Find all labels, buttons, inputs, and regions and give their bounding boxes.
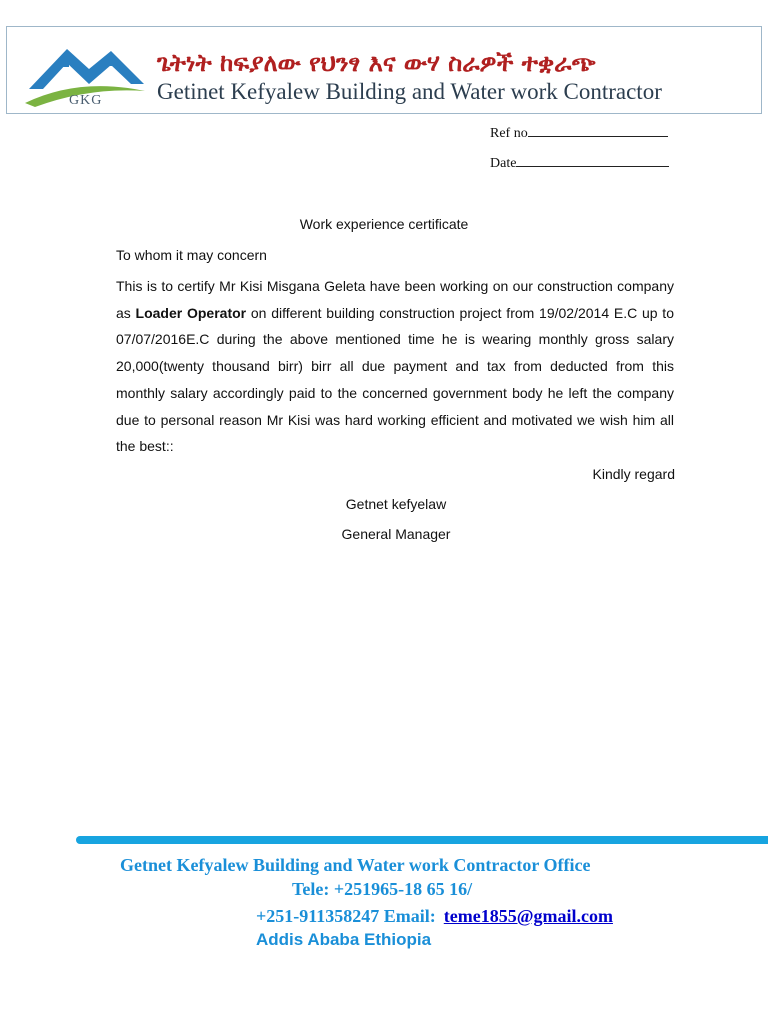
footer-office: Getnet Kefyalew Building and Water work Contractor Office: [120, 855, 591, 875]
footer-contact: [256, 906, 613, 927]
signer-name: Getnet kefyelaw: [345, 496, 447, 512]
closing: Kindly regard: [592, 466, 675, 482]
date-line: [490, 156, 669, 172]
body-part-2: on different building construction project from 19/02/2014 E.C up to 07/07/2016E.C during the above mentioned time he is wearing monthly gross salary 20,000(twenty thousand birr) birr all due payment and tax from deducted from this monthly salary accordingly paid to the concerned government body he left the company due to personal reason Mr Kisi was hard working efficient and motivated we wish him all the best::: [116, 304, 674, 455]
date-label: Date: [490, 156, 517, 171]
footer-divider: [76, 836, 768, 844]
ref-blank: [528, 135, 668, 137]
company-name-english: Getinet Kefyalew Building and Water work Contractor: [157, 79, 662, 104]
job-role: Loader Operator: [135, 304, 247, 321]
date-blank: [516, 165, 669, 167]
letter-body: [116, 273, 674, 460]
footer-address: Addis Ababa Ethiopia: [256, 930, 432, 949]
email-link[interactable]: teme1855@gmail.com: [443, 906, 613, 926]
ref-number-line: [490, 126, 668, 142]
letterhead: [6, 26, 762, 114]
company-name-amharic: ጌትነት ከፍያለው የህንፃ እና ውሃ ስራዎች ተቋራጭ: [157, 49, 596, 77]
body-part-1: This is to certify Mr Kisi Misgana Geleta have been working on our construction company as: [116, 278, 674, 321]
letter-title: Work experience certificate: [299, 216, 469, 232]
ref-label: Ref no: [490, 126, 528, 141]
footer-phone: +251-911358247 Email:: [256, 906, 436, 926]
logo-letters: GKG: [69, 93, 103, 108]
signer-title: General Manager: [341, 526, 451, 542]
footer-tele: Tele: +251965-18 65 16/: [292, 879, 473, 899]
salutation: To whom it may concern: [116, 247, 267, 263]
company-logo: [19, 29, 149, 113]
